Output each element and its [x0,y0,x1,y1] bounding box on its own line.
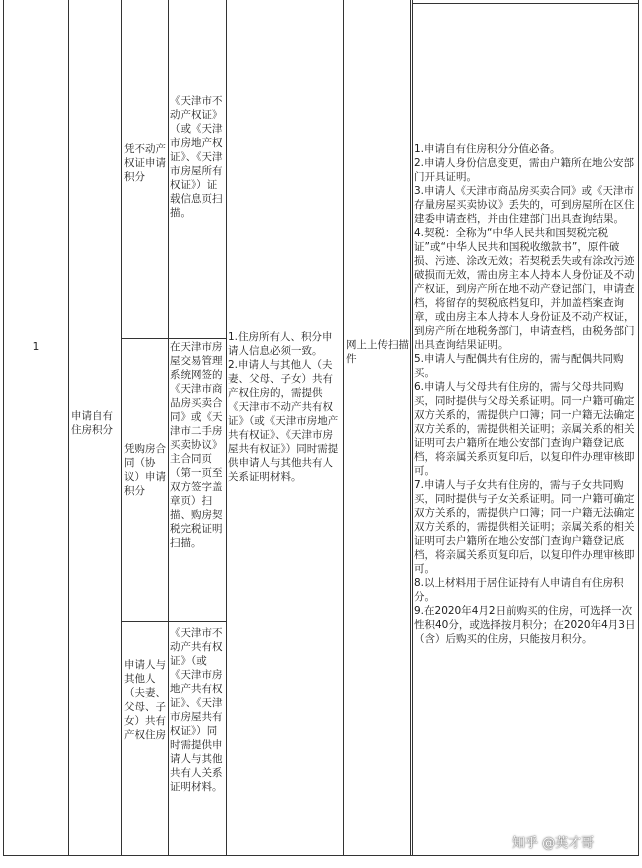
item-name: 申请自有住房积分 [71,410,113,436]
note-item: 3.申请人《天津市商品房买卖合同》或《天津市存量房屋买卖协议》丢失的，可到房屋所在区住建委申请查档，并由住建部门出具查询结果。 [414,185,635,225]
materials-1: 《天津市不动产权证》（或《天津市房地产权证》、《天津市房屋所有权证》）证载信息页扫描。 [170,95,223,219]
grid-line [638,0,639,856]
grid-line [343,0,344,856]
grid-line [3,0,4,856]
note-item: 7.申请人与子女共有住房的，需与子女共同购买，同时提供与子女关系证明。同一户籍可确定双方关系的，需提供户口簿；同一户籍无法确定双方关系的，需提供相关证明；亲属关系的相关证明可去户籍所在地公安部门查询户籍登记底档，将亲属关系页复印后，以复印件办理审核即可。 [414,479,635,575]
grid-line [412,0,413,856]
submission-method: 网上上传扫描件 [346,339,409,365]
note-item: 8.以上材料用于居住证持有人申请自有住房积分。 [414,577,624,603]
grid-line [121,338,227,339]
method-1: 凭不动产权证申请积分 [124,143,166,183]
common-requirements: 1.住房所有人、积分申请人信息必须一致。 2.申请人与其他人（夫妻、父母、子女）共有产权住房的，需提供《天津市不动产共有权证》（或《天津市房地产共有权证》、《天津市房屋共有权证》）同时需提供申请人与其他共有人关系证明材料。 [228,331,339,483]
note-item: 4.契税：全称为“中华人民共和国契税完税证”或“中华人民共和国税收缴款书”，原件破损、污迹、涂改无效；若契税丢失或有涂改污迹破损而无效，需由房主本人持本人身份证及不动产权证，到房产所在地不动产登记部门，申请查档，将留存的契税底档复印，并加盖档案查询章，或由房主本人持本人身份证及不动产权证，到房产所在地税务部门，申请查档，由税务部门出具查询结果证明。 [414,227,635,351]
notes [414,142,637,646]
materials-3: 《天津市不动产共有权证》（或《天津市房地产共有权证》、《天津市房屋共有权证》）同时需提供申请人与其他共有人关系证明材料。 [170,627,223,793]
grid-line [226,0,227,856]
note-item: 2.申请人身份信息变更，需由户籍所在地公安部门开具证明。 [414,157,635,183]
grid-line [3,855,639,856]
note-item: 5.申请人与配偶共有住房的，需与配偶共同购买。 [414,353,624,379]
note-item: 1.申请自有住房积分分值必备。 [414,143,561,155]
method-3: 申请人与其他人（夫妻、父母、子女）共有产权住房 [124,659,166,741]
note-item: 6.申请人与父母共有住房的，需与父母共同购买，同时提供与父母关系证明。同一户籍可确定双方关系的，需提供户口簿；同一户籍无法确定双方关系的，需提供相关证明；亲属关系的相关证明可去户籍所在地公安部门查询户籍登记底档，将亲属关系页复印后，以复印件办理审核即可。 [414,381,635,477]
grid-line [412,3,639,4]
grid-line [410,0,411,856]
grid-line [68,0,69,856]
materials-2: 在天津市房屋交易管理系统网签的《天津市商品房买卖合同》或《天津市二手房买卖协议》主合同页（第一页至双方签字盖章页）扫描、购房契税完税证明扫描。 [170,341,223,549]
grid-line [121,0,122,856]
note-item: 9.在2020年4月2日前购买的住房，可选择一次性积40分，或选择按月积分；在2020年4月3日（含）后购买的住房，只能按月积分。 [414,605,636,645]
watermark: 知乎 @英才哥 [512,836,595,851]
grid-line [121,621,227,622]
row-number: 1 [32,341,40,353]
grid-line [168,0,169,856]
method-2: 凭购房合同（协议）申请积分 [124,443,166,497]
